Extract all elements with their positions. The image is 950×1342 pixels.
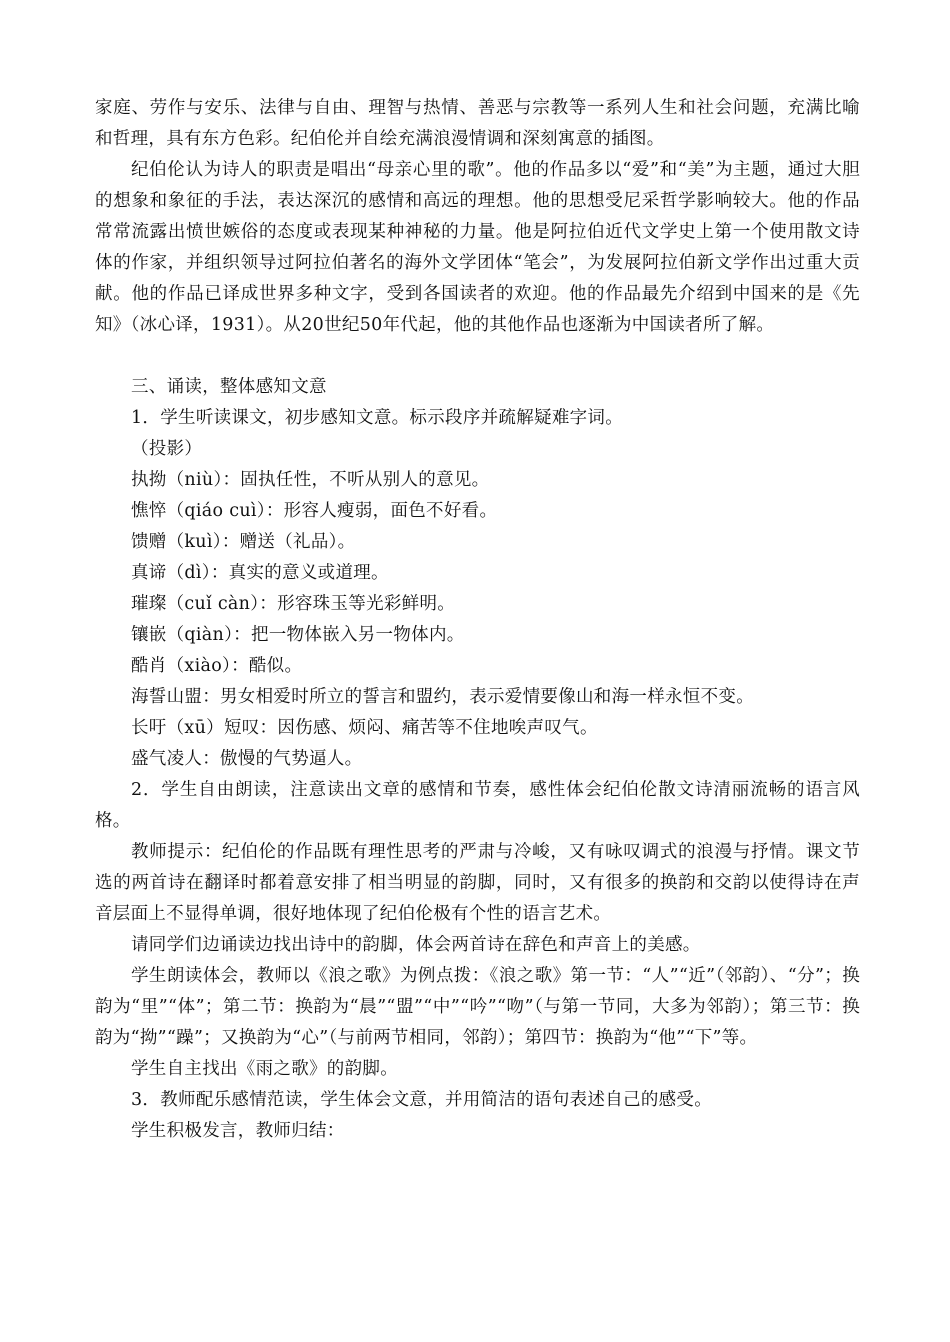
step-2: 2．学生自由朗读，注意读出文章的感情和节奏，感性体会纪伯伦散文诗清丽流畅的语言风格。: [95, 780, 860, 831]
rhyme-example: 学生朗读体会，教师以《浪之歌》为例点拨：《浪之歌》第一节：“人”“近”（邻韵）、“分”；换韵为“里”“体”；第二节：换韵为“晨”“盟”“中”“吟”“吻”（与第一节同，大多为邻韵）；第三节：换韵为“拗”“躁”；又换韵为“心”（与前两节相同，邻韵）；第四节：换韵为“他”“下”等。: [95, 966, 860, 1048]
teacher-tip: 教师提示：纪伯伦的作品既有理性思考的严肃与冷峻，又有咏叹调式的浪漫与抒情。课文节选的两首诗在翻译时都着意安排了相当明显的韵脚，同时，又有很多的换韵和交韵以使得诗在声音层面上不显得单调，很好地体现了纪伯伦极有个性的语言艺术。: [95, 842, 860, 924]
vocab-item: 酷肖（xiào）：酷似。: [131, 656, 303, 676]
ask-students: 请同学们边诵读边找出诗中的韵脚，体会两首诗在辞色和声音上的美感。: [131, 935, 701, 955]
step-1: 1．学生听读课文，初步感知文意。标示段序并疏解疑难字词。: [131, 408, 624, 428]
vocab-item: 真谛（dì）：真实的意义或道理。: [131, 563, 389, 583]
vocab-item: 海誓山盟：男女相爱时所立的誓言和盟约，表示爱情要像山和海一样永恒不变。: [131, 687, 754, 707]
teacher-conclusion: 学生积极发言，教师归结：: [131, 1121, 345, 1141]
paragraph-intro-continued: 家庭、劳作与安乐、法律与自由、理智与热情、善恶与宗教等一系列人生和社会问题，充满比喻和哲理，具有东方色彩。纪伯伦并自绘充满浪漫情调和深刻寓意的插图。: [95, 98, 860, 149]
section-heading: 三、诵读，整体感知文意: [131, 377, 327, 397]
vocab-item: 盛气凌人：傲慢的气势逼人。: [131, 749, 363, 769]
vocab-item: 长吁（xū）短叹：因伤感、烦闷、痛苦等不住地唉声叹气。: [131, 718, 598, 738]
vocab-item: 执拗（niù）：固执任性，不听从别人的意见。: [131, 470, 490, 490]
step-3: 3．教师配乐感情范读，学生体会文意，并用简洁的语句表述自己的感受。: [131, 1090, 713, 1110]
blank-line: [95, 341, 860, 372]
paragraph-gibran-poet-duty: 纪伯伦认为诗人的职责是唱出“母亲心里的歌”。他的作品多以“爱”和“美”为主题，通过大胆的想象和象征的手法，表达深沉的感情和高远的理想。他的思想受尼采哲学影响较大。他的作品常常流露出愤世嫉俗的态度或表现某种神秘的力量。他是阿拉伯近代文学史上第一个使用散文诗体的作家，并组织领导过阿拉伯著名的海外文学团体“笔会”，为发展阿拉伯新文学作出过重大贡献。他的作品已译成世界多种文字，受到各国读者的欢迎。他的作品最先介绍到中国来的是《先知》（冰心译，1931）。从20世纪50年代起，他的其他作品也逐渐为中国读者所了解。: [95, 160, 860, 335]
vocabulary-list: [95, 465, 860, 775]
document-body: [95, 93, 860, 1147]
vocab-item: 璀璨（cuǐ càn）：形容珠玉等光彩鲜明。: [131, 594, 456, 614]
vocab-item: 馈赠（kuì）：赠送（礼品）。: [131, 532, 356, 552]
vocab-item: 镶嵌（qiàn）：把一物体嵌入另一物体内。: [131, 625, 465, 645]
vocab-item: 憔悴（qiáo cuì）：形容人瘦弱，面色不好看。: [131, 501, 498, 521]
rain-song-task: 学生自主找出《雨之歌》的韵脚。: [131, 1059, 398, 1079]
projection-label: （投影）: [131, 439, 203, 459]
